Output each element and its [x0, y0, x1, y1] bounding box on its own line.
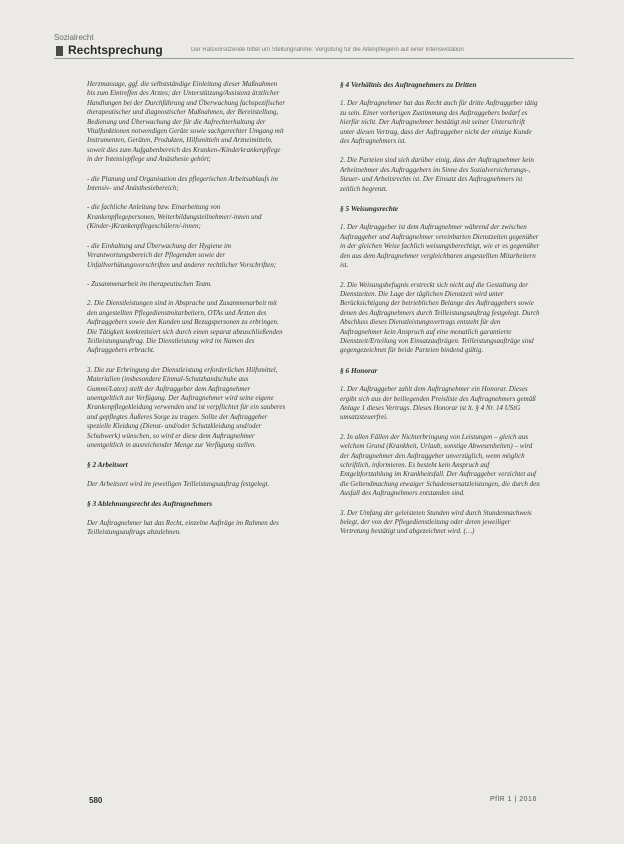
section-6-paragraph-3: 3. Der Umfang der geleisteten Stunden wird durch Stundennachweis belegt, der von der Pflegedienstleitung oder deren jeweiliger Vertretung bestätigt und abgezeichnet wird. (…)	[340, 508, 532, 536]
section-5-paragraph-1: 1. Der Auftraggeber ist dem Auftragnehmer während der zwischen Auftraggeber und Auftragnehmer vereinbarten Dienstzeiten gegenüber in der gleichen Weise fachlich weisungsberechtigt, wie er es gegenüber den aus dem Auftragnehmer vergleichbaren angestellten Mitarbeitern ist.	[340, 223, 540, 270]
left-paragraph-2: 2. Die Dienstleistungen sind in Absprache und Zusammenarbeit mit den angestellten Pflegedienstmitarbeitern, OTAs und Ärzten des Auftraggebers sowie den Kunden und Bezugspersonen zu erbringen. Die Tätigkeit konkretisiert sich durch einen separat abzuschließenden Teilleistungsauftrag. Die Dienstleistung wird im Namen des Auftraggebers erbracht.	[87, 299, 283, 355]
section-2-heading: § 2 Arbeitsort	[87, 460, 128, 470]
header-marker	[56, 46, 63, 56]
section-3-text: Der Auftragnehmer hat das Recht, einzelne Aufträge im Rahmen des Teilleistungsauftrags abzulehnen.	[87, 518, 279, 537]
section-5-heading: § 5 Weisungsrechte	[340, 204, 399, 214]
task-list	[87, 175, 287, 290]
left-column	[87, 80, 287, 547]
task-list-item: - die fachliche Anleitung bzw. Einarbeitung von Krankenpflegepersonen, Weiterbildungsteilnehmer/-innen und (Kinder-)Krankenpflegeschülern/-innen;	[87, 203, 262, 231]
section-4-heading: § 4 Verhältnis des Auftragnehmers zu Dritten	[340, 80, 477, 89]
left-paragraph-3: 3. Die zur Erbringung der Dienstleistung erforderlichen Hilfsmittel, Materialien (insbesondere Einmal-Schutzhandschuhe aus Gummi/Latex) stellt der Auftraggeber dem Auftragnehmer unentgeltlich zur Verfügung. Der Auftragnehmer wird seine eigene Krankenpflegekleidung verwenden und ist verpflichtet für ein sauberes und gepflegtes Äußeres Sorge zu tragen. Sollte der Auftraggeber spezielle Kleidung (Dienst- und/oder Schutzkleidung und/oder Schuhwerk) wünschen, so wird er diese dem Auftragnehmer unentgeltlich in ausreichender Menge zur Verfügung stellen.	[87, 365, 286, 449]
task-list-item: - die Planung und Organisation des pflegerischen Arbeitsablaufs im Intensiv- und Anästhesiebereich;	[87, 174, 278, 193]
page-number: 580	[89, 796, 103, 805]
section-3-heading: § 3 Ablehnungsrecht des Auftragnehmers	[87, 499, 213, 509]
section-6-heading: § 6 Honorar	[340, 365, 378, 375]
task-list-item: - Zusammenarbeit im therapeutischen Team.	[87, 279, 212, 288]
header-title: Rechtsprechung	[68, 43, 163, 57]
magazine-issue: PflR 1 | 2016	[490, 796, 537, 803]
header-subtitle: Der Ratsvorsitzende bittet um Stellungnahme: Vergütung für die Altenpflegerin auf einer Intensivstation	[191, 47, 464, 53]
section-4-paragraph-2: 2. Die Parteien sind sich darüber einig, dass der Auftragnehmer kein Arbeitnehmer des Auftraggebers im Sinne des Sozialversicherungs-, Steuer- und Arbeitsrechts ist. Der Einsatz des Auftragnehmers ist zeitlich begrenzt.	[340, 156, 534, 193]
section-5-paragraph-2: 2. Die Weisungsbefugnis erstreckt sich nicht auf die Gestaltung der Dienstzeiten. Die Lage der täglichen Dienstzeit wird unter Berücksichtigung der betrieblichen Belange des Auftraggebers sowie denen des Auftragnehmers durch Teilleistungsauftrag festgelegt. Durch Abschluss dieses Dienstleistungsvertrags entsteht für den Auftragnehmer kein Anspruch auf eine monatlich garantierte Dienstzeit/Erteilung von Einsatzaufträgen. Teilleistungsaufträge sind gegengezeichnet für beide Parteien bindend gültig.	[340, 280, 540, 355]
left-paragraph-1: Herzmassage, ggf. die selbstständige Einleitung dieser Maßnahmen bis zum Eintreffen des Arztes; der Unterstützung/Assistenz ärztlicher Handlungen bei der Durchführung und Überwachung fachspezifischer therapeutischer und diagnostischer Maßnahmen, der Bereitstellung, Bedienung und Überwachung der für die Aufrechterhaltung der Vitalfunktionen notwendigen Geräte sowie sachgerechter Umgang mit Instrumenten, Geräten, Produkten, Hilfsmitteln und Arzneimitteln, soweit dies zum Aufgabenbereich des Kranken-/Kinderkrankenpflege in der Intensivpflege und Anästhesie gehört;	[87, 80, 286, 164]
section-6-paragraph-1: 1. Der Auftraggeber zahlt dem Auftragnehmer ein Honorar. Dieses ergibt sich aus der beiliegenden Preisliste des Auftragnehmers gemäß Anlage 1 dieses Vertrags. Dieses Honorar ist lt. § 4 Nr. 14 UStG umsatzsteuerfrei.	[340, 385, 536, 422]
task-list-item: - die Einhaltung und Überwachung der Hygiene im Verantwortungsbereich der Pflegenden sowie der Unfallverhütungsvorschriften und anderer rechtlicher Vorschriften;	[87, 241, 277, 269]
section-2-text: Der Arbeitsort wird im jeweiligen Teilleistungsauftrag festgelegt.	[87, 479, 270, 488]
section-label: Sozialrecht	[54, 33, 94, 42]
section-4-paragraph-1: 1. Der Auftragnehmer hat das Recht auch für dritte Auftraggeber tätig zu sein. Einer vorherigen Zustimmung des Auftraggebers bedarf es hierfür nicht. Der Auftragnehmer bestätigt mit seiner Unterschrift unter diesen Vertrag, dass der Auftraggeber nicht der einzige Kunde des Auftragnehmers ist.	[340, 99, 538, 146]
right-column	[340, 80, 540, 547]
section-6-paragraph-2: 2. In allen Fällen der Nichterbringung von Leistungen – gleich aus welchem Grund (Krankheit, Urlaub, sonstige Abwesenheiten) – wird der Auftragnehmer den Auftraggeber unverzüglich, wenn möglich schriftlich, informieren. Es besteht kein Anspruch auf Entgeltfortzahlung im Krankheitsfall. Der Auftraggeber verzichtet auf die Geltendmachung etwaiger Schadensersatzleistungen, die durch den Ausfall des Auftragnehmers entstanden sind.	[340, 432, 540, 498]
